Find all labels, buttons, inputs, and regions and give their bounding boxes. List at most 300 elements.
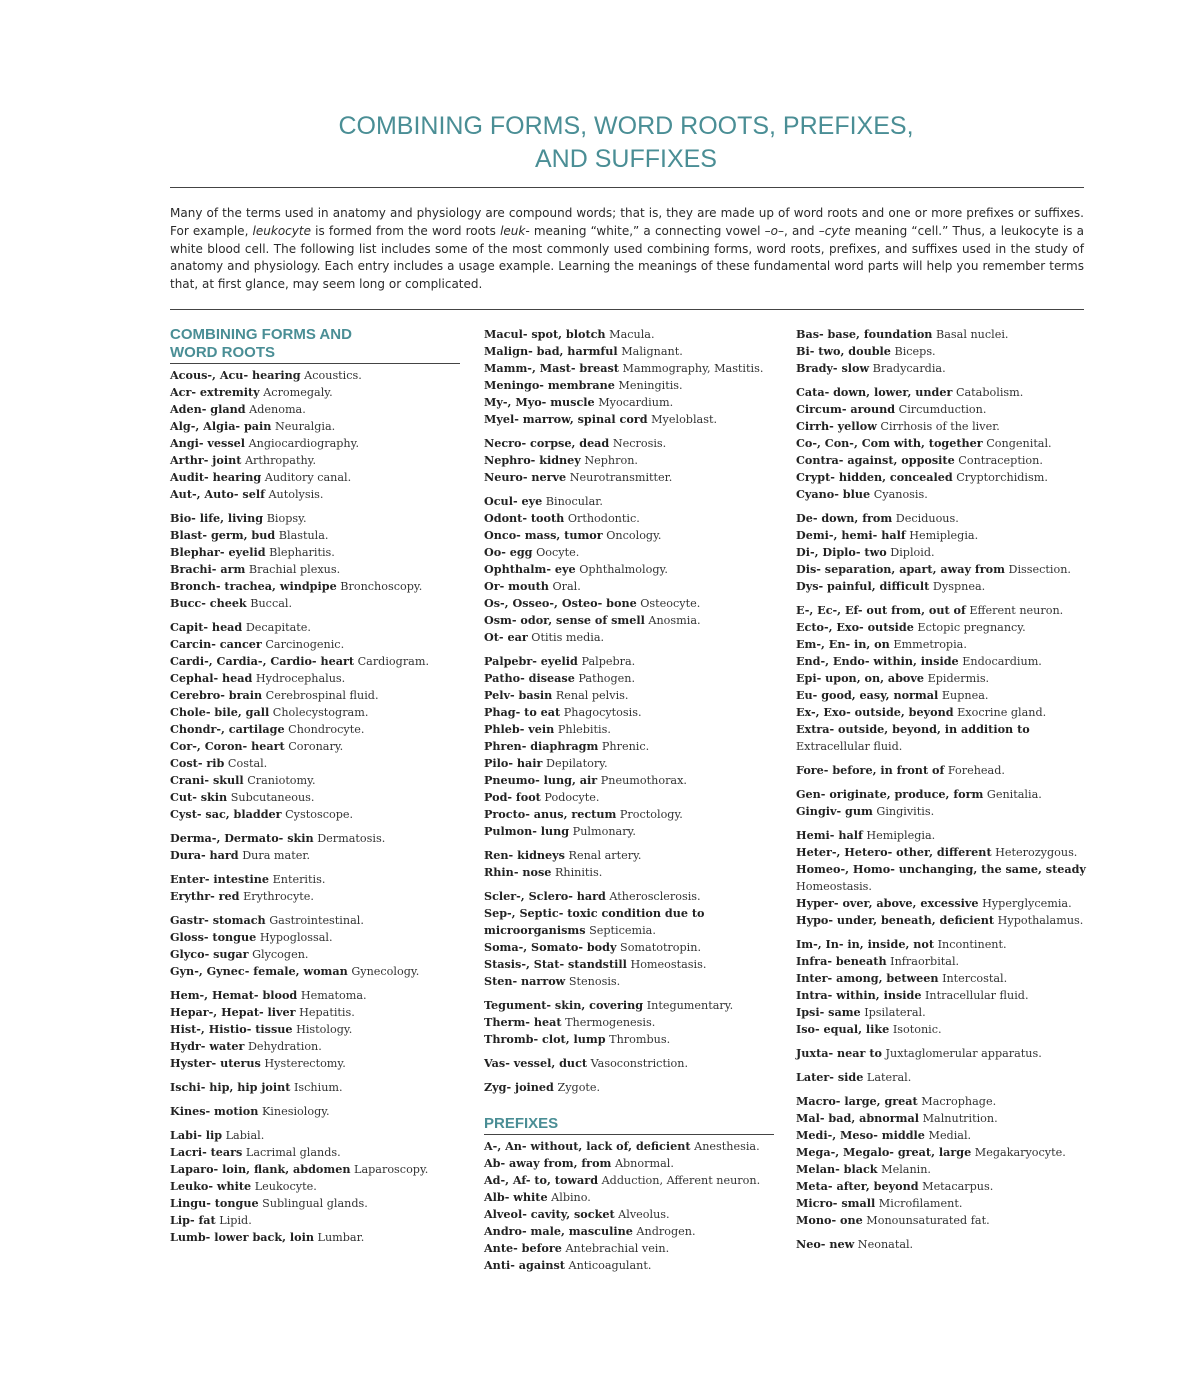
- list-item: [170, 1021, 460, 1038]
- word-part-term: Stasis-, Stat- standstill: [484, 957, 627, 971]
- word-part-term: Ischi- hip, hip joint: [170, 1080, 291, 1094]
- list-item: [170, 1079, 460, 1096]
- usage-example: Dissection.: [1008, 563, 1071, 576]
- list-item: [170, 619, 460, 636]
- word-part-term: Or- mouth: [484, 579, 549, 593]
- list-item: [796, 418, 1086, 435]
- word-part-term: Gastr- stomach: [170, 913, 266, 927]
- list-item: [484, 469, 774, 486]
- entry-group: [484, 326, 774, 428]
- usage-example: Chondrocyte.: [288, 723, 365, 736]
- list-item: [796, 384, 1086, 401]
- list-item: [796, 1212, 1086, 1229]
- list-item: [170, 578, 460, 595]
- usage-example: Phlebitis.: [557, 723, 611, 736]
- word-part-term: Glyco- sugar: [170, 947, 249, 961]
- word-part-term: Ophthalm- eye: [484, 562, 576, 576]
- word-part-term: Arthr- joint: [170, 453, 242, 467]
- usage-example: Oocyte.: [536, 546, 580, 559]
- usage-example: Labial.: [225, 1129, 265, 1142]
- list-item: [170, 755, 460, 772]
- entry-group: [796, 786, 1086, 820]
- list-item: [796, 1093, 1086, 1110]
- usage-example: Phrenic.: [601, 740, 650, 753]
- page-title-line-2: AND SUFFIXES: [535, 145, 717, 173]
- word-part-term: Macro- large, great: [796, 1094, 918, 1108]
- word-part-term: Micro- small: [796, 1196, 876, 1210]
- usage-example: Neonatal.: [857, 1238, 914, 1251]
- word-part-term: Lumb- lower back, loin: [170, 1230, 314, 1244]
- word-part-term: Gloss- tongue: [170, 930, 257, 944]
- list-item: [796, 762, 1086, 779]
- page-title-line-1: COMBINING FORMS, WORD ROOTS, PREFIXES,: [338, 112, 914, 140]
- list-item: [796, 326, 1086, 343]
- usage-example: Coronary.: [288, 740, 344, 753]
- usage-example: Catabolism.: [955, 386, 1024, 399]
- list-item: [796, 486, 1086, 503]
- list-item: [484, 411, 774, 428]
- entry-group: [796, 936, 1086, 1038]
- list-item: [170, 527, 460, 544]
- list-item: [484, 1223, 774, 1240]
- usage-example: Intracellular fluid.: [925, 989, 1029, 1002]
- usage-example: Extracellular fluid.: [796, 740, 903, 753]
- word-part-term: Juxta- near to: [796, 1046, 882, 1060]
- list-item: [796, 653, 1086, 670]
- word-part-term: Os-, Osseo-, Osteo- bone: [484, 596, 637, 610]
- usage-example: Androgen.: [636, 1225, 696, 1238]
- usage-example: Genitalia.: [986, 788, 1042, 801]
- list-item: [796, 670, 1086, 687]
- usage-example: Infraorbital.: [890, 955, 960, 968]
- usage-example: Sublingual glands.: [262, 1197, 368, 1210]
- intro-text-1: Many of the terms used in anatomy and physiology are compound words; that is, they are made up of word roots and one or more prefixes or suffixes. For example,: [170, 206, 1084, 238]
- word-part-term: Phleb- vein: [484, 722, 555, 736]
- word-part-term: Lacri- tears: [170, 1145, 243, 1159]
- list-item: [170, 1144, 460, 1161]
- word-part-term: Cor-, Coron- heart: [170, 739, 285, 753]
- entry-group: [484, 653, 774, 840]
- usage-example: Homeostasis.: [630, 958, 707, 971]
- entry-group: [170, 987, 460, 1072]
- list-item: [170, 595, 460, 612]
- list-item: [484, 1014, 774, 1031]
- list-item: [170, 418, 460, 435]
- usage-example: Melanin.: [881, 1163, 931, 1176]
- word-part-term: Epi- upon, on, above: [796, 671, 925, 685]
- usage-example: Macrophage.: [921, 1095, 997, 1108]
- list-item: [170, 721, 460, 738]
- list-item: [796, 1127, 1086, 1144]
- usage-example: Alveolus.: [618, 1208, 670, 1221]
- word-part-term: Cata- down, lower, under: [796, 385, 953, 399]
- word-part-term: Dys- painful, difficult: [796, 579, 930, 593]
- usage-example: Hyperglycemia.: [982, 897, 1072, 910]
- word-part-term: Enter- intestine: [170, 872, 270, 886]
- entry-group: [796, 1093, 1086, 1229]
- usage-example: Medial.: [928, 1129, 972, 1142]
- word-part-term: Intra- within, inside: [796, 988, 922, 1002]
- list-item: [170, 946, 460, 963]
- usage-example: Intercostal.: [942, 972, 1008, 985]
- intro-term: leukocyte: [252, 223, 311, 238]
- usage-example: Hepatitis.: [299, 1006, 355, 1019]
- list-item: [170, 987, 460, 1004]
- word-part-term: Blephar- eyelid: [170, 545, 266, 559]
- word-part-term: Zyg- joined: [484, 1080, 554, 1094]
- word-part-term: Scler-, Sclero- hard: [484, 889, 606, 903]
- word-part-term: Cyano- blue: [796, 487, 871, 501]
- list-item: [170, 704, 460, 721]
- usage-example: Cerebrospinal fluid.: [265, 689, 379, 702]
- word-part-term: Melan- black: [796, 1162, 878, 1176]
- usage-example: Acoustics.: [304, 369, 362, 382]
- entry-group: [796, 827, 1086, 929]
- usage-example: Anosmia.: [648, 614, 701, 627]
- word-part-term: Infra- beneath: [796, 954, 887, 968]
- list-item: [484, 1155, 774, 1172]
- word-part-term: Bi- two, double: [796, 344, 891, 358]
- list-item: [796, 602, 1086, 619]
- usage-example: Somatotropin.: [620, 941, 702, 954]
- entry-group: [484, 1055, 774, 1072]
- list-item: [484, 1189, 774, 1206]
- usage-example: Heterozygous.: [995, 846, 1078, 859]
- usage-example: Homeostasis.: [796, 880, 872, 893]
- list-item: [484, 721, 774, 738]
- word-part-term: Carcin- cancer: [170, 637, 262, 651]
- list-item: [796, 1004, 1086, 1021]
- list-item: [484, 343, 774, 360]
- usage-example: Podocyte.: [544, 791, 600, 804]
- word-part-term: Hem-, Hemat- blood: [170, 988, 298, 1002]
- combining-forms-heading-line-2: WORD ROOTS: [170, 344, 275, 361]
- list-item: [170, 888, 460, 905]
- entry-group: [170, 830, 460, 864]
- usage-example: Isotonic.: [892, 1023, 942, 1036]
- list-item: [796, 786, 1086, 803]
- usage-example: Rhinitis.: [554, 866, 603, 879]
- entry-group: [170, 367, 460, 503]
- column-3: [796, 326, 1086, 1260]
- usage-example: Zygote.: [557, 1081, 601, 1094]
- list-item: [170, 452, 460, 469]
- usage-example: Gingivitis.: [876, 805, 935, 818]
- list-item: [796, 343, 1086, 360]
- usage-example: Meningitis.: [618, 379, 683, 392]
- list-item: [796, 469, 1086, 486]
- word-part-term: Palpebr- eyelid: [484, 654, 578, 668]
- usage-example: Hypoglossal.: [259, 931, 333, 944]
- usage-example: Cholecystogram.: [272, 706, 369, 719]
- word-part-term: Contra- against, opposite: [796, 453, 955, 467]
- usage-example: Thermogenesis.: [565, 1016, 656, 1029]
- usage-example: Macula.: [609, 328, 655, 341]
- prefix-entries: [484, 1138, 774, 1274]
- usage-example: Anticoagulant.: [568, 1259, 652, 1272]
- word-part-term: Hydr- water: [170, 1039, 245, 1053]
- entry-group: [796, 602, 1086, 755]
- usage-example: Oral.: [552, 580, 581, 593]
- usage-example: Dyspnea.: [932, 580, 986, 593]
- list-item: [796, 452, 1086, 469]
- usage-example: Buccal.: [250, 597, 293, 610]
- usage-example: Hematoma.: [300, 989, 367, 1002]
- list-item: [170, 670, 460, 687]
- word-part-term: Lip- fat: [170, 1213, 216, 1227]
- usage-example: Lateral.: [866, 1071, 912, 1084]
- column-2: [484, 326, 774, 1281]
- list-item: [796, 636, 1086, 653]
- word-part-term: Audit- hearing: [170, 470, 262, 484]
- word-part-term: Pulmon- lung: [484, 824, 570, 838]
- usage-example: Subcutaneous.: [230, 791, 315, 804]
- word-part-term: Sep-, Septic- toxic condition due to microorganisms: [484, 906, 705, 937]
- usage-example: Proctology.: [619, 808, 683, 821]
- list-item: [484, 973, 774, 990]
- list-item: [484, 561, 774, 578]
- list-item: [796, 1021, 1086, 1038]
- usage-example: Bronchoscopy.: [340, 580, 423, 593]
- list-item: [170, 806, 460, 823]
- list-item: [796, 619, 1086, 636]
- usage-example: Adduction, Afferent neuron.: [601, 1174, 761, 1187]
- word-part-term: Ipsi- same: [796, 1005, 861, 1019]
- usage-example: Decapitate.: [245, 621, 311, 634]
- word-part-term: Capit- head: [170, 620, 243, 634]
- usage-example: Neuralgia.: [275, 420, 336, 433]
- combining-forms-heading-line-1: COMBINING FORMS AND: [170, 326, 352, 343]
- list-item: [170, 1212, 460, 1229]
- usage-example: Mammography, Mastitis.: [622, 362, 764, 375]
- word-part-term: Erythr- red: [170, 889, 240, 903]
- usage-example: Cystoscope.: [285, 808, 354, 821]
- usage-example: Renal pelvis.: [555, 689, 629, 702]
- word-part-term: Later- side: [796, 1070, 864, 1084]
- list-item: [796, 561, 1086, 578]
- usage-example: Renal artery.: [568, 849, 642, 862]
- word-part-term: Ab- away from, from: [484, 1156, 612, 1170]
- usage-example: Gynecology.: [351, 965, 420, 978]
- list-item: [484, 789, 774, 806]
- list-item: [484, 704, 774, 721]
- usage-example: Basal nuclei.: [936, 328, 1009, 341]
- usage-example: Enteritis.: [272, 873, 326, 886]
- word-part-term: Leuko- white: [170, 1179, 252, 1193]
- list-item: [796, 360, 1086, 377]
- entry-group: [796, 762, 1086, 779]
- usage-example: Biopsy.: [266, 512, 307, 525]
- usage-example: Pulmonary.: [572, 825, 636, 838]
- word-part-term: Gingiv- gum: [796, 804, 873, 818]
- word-part-term: Aden- gland: [170, 402, 246, 416]
- usage-example: Binocular.: [545, 495, 603, 508]
- usage-example: Vasoconstriction.: [590, 1057, 689, 1070]
- word-part-term: Alveol- cavity, socket: [484, 1207, 615, 1221]
- usage-example: Juxtaglomerular apparatus.: [885, 1047, 1042, 1060]
- list-item: [484, 997, 774, 1014]
- usage-example: Epidermis.: [927, 672, 990, 685]
- list-item: [796, 827, 1086, 844]
- usage-example: Osteocyte.: [640, 597, 701, 610]
- list-item: [484, 956, 774, 973]
- entry-group: [170, 1127, 460, 1246]
- entry-group: [170, 871, 460, 905]
- word-part-term: Ren- kidneys: [484, 848, 565, 862]
- list-item: [170, 1103, 460, 1120]
- word-part-term: Neo- new: [796, 1237, 855, 1251]
- usage-example: Angiocardiography.: [248, 437, 360, 450]
- list-item: [484, 1079, 774, 1096]
- word-part-term: Necro- corpse, dead: [484, 436, 610, 450]
- usage-example: Anesthesia.: [694, 1140, 760, 1153]
- usage-example: Septicemia.: [589, 924, 656, 937]
- usage-example: Depilatory.: [546, 757, 608, 770]
- word-part-term: Cut- skin: [170, 790, 228, 804]
- entry-group: [170, 1079, 460, 1096]
- list-item: [484, 1240, 774, 1257]
- usage-example: Laparoscopy.: [354, 1163, 429, 1176]
- entry-group: [484, 435, 774, 486]
- word-part-term: Macul- spot, blotch: [484, 327, 606, 341]
- list-item: [484, 510, 774, 527]
- usage-example: Otitis media.: [531, 631, 605, 644]
- word-part-term: Chondr-, cartilage: [170, 722, 285, 736]
- list-item: [170, 384, 460, 401]
- list-item: [484, 755, 774, 772]
- list-item: [484, 888, 774, 905]
- word-part-term: Angi- vessel: [170, 436, 246, 450]
- word-part-term: Extra- outside, beyond, in addition to: [796, 722, 1030, 736]
- prefixes-heading: PREFIXES: [484, 1115, 774, 1135]
- list-item: [170, 1004, 460, 1021]
- usage-example: Oncology.: [606, 529, 662, 542]
- list-item: [796, 1110, 1086, 1127]
- usage-example: Diploid.: [890, 546, 935, 559]
- list-item: [170, 963, 460, 980]
- usage-example: Circumduction.: [898, 403, 987, 416]
- entry-group: [484, 847, 774, 881]
- usage-example: Metacarpus.: [922, 1180, 994, 1193]
- list-item: [796, 1195, 1086, 1212]
- usage-example: Atherosclerosis.: [609, 890, 701, 903]
- column-1: [170, 326, 460, 1253]
- usage-example: Hysterectomy.: [264, 1057, 346, 1070]
- list-item: [170, 401, 460, 418]
- word-part-term: Labi- lip: [170, 1128, 223, 1142]
- word-part-term: Brachi- arm: [170, 562, 246, 576]
- list-item: [170, 1161, 460, 1178]
- word-part-term: Ot- ear: [484, 630, 528, 644]
- list-item: [170, 912, 460, 929]
- list-item: [484, 326, 774, 343]
- list-item: [796, 1045, 1086, 1062]
- entry-group: [170, 912, 460, 980]
- word-part-term: Neuro- nerve: [484, 470, 567, 484]
- usage-example: Adenoma.: [249, 403, 306, 416]
- word-part-term: Soma-, Somato- body: [484, 940, 617, 954]
- word-part-term: Hypo- under, beneath, deficient: [796, 913, 995, 927]
- usage-example: Malignant.: [621, 345, 683, 358]
- usage-example: Myeloblast.: [651, 413, 718, 426]
- usage-example: Thrombus.: [609, 1033, 671, 1046]
- intro-text-2: is formed from the word roots: [310, 223, 501, 238]
- list-item: [796, 544, 1086, 561]
- word-part-term: Acous-, Acu- hearing: [170, 368, 301, 382]
- list-item: [170, 1127, 460, 1144]
- list-item: [170, 1229, 460, 1246]
- list-item: [484, 544, 774, 561]
- list-item: [796, 1236, 1086, 1253]
- combining-forms-heading: [170, 326, 460, 364]
- top-divider: [170, 187, 1084, 188]
- word-part-term: Phren- diaphragm: [484, 739, 599, 753]
- entry-group: [796, 1045, 1086, 1062]
- word-part-term: Crypt- hidden, concealed: [796, 470, 953, 484]
- word-part-term: Hist-, Histio- tissue: [170, 1022, 293, 1036]
- list-item: [484, 1031, 774, 1048]
- usage-example: Phagocytosis.: [563, 706, 642, 719]
- word-part-term: Cardi-, Cardia-, Cardio- heart: [170, 654, 355, 668]
- list-item: [796, 912, 1086, 929]
- list-item: [484, 1257, 774, 1274]
- word-part-term: Brady- slow: [796, 361, 870, 375]
- usage-example: Stenosis.: [568, 975, 621, 988]
- usage-example: Forehead.: [947, 764, 1005, 777]
- list-item: [170, 636, 460, 653]
- usage-example: Myocardium.: [598, 396, 674, 409]
- usage-example: Craniotomy.: [247, 774, 316, 787]
- word-part-term: Mono- one: [796, 1213, 863, 1227]
- usage-example: Ectopic pregnancy.: [917, 621, 1026, 634]
- word-part-term: Cerebro- brain: [170, 688, 263, 702]
- list-item: [170, 830, 460, 847]
- list-item: [170, 435, 460, 452]
- list-item: [484, 1138, 774, 1155]
- list-item: [484, 905, 774, 939]
- usage-example: Megakaryocyte.: [974, 1146, 1066, 1159]
- usage-example: Palpebra.: [581, 655, 636, 668]
- list-item: [796, 1069, 1086, 1086]
- list-item: [170, 469, 460, 486]
- word-part-term: Aut-, Auto- self: [170, 487, 265, 501]
- word-part-term: Heter-, Hetero- other, different: [796, 845, 992, 859]
- usage-example: Orthodontic.: [567, 512, 640, 525]
- list-item: [484, 670, 774, 687]
- list-item: [796, 861, 1086, 895]
- word-part-term: Procto- anus, rectum: [484, 807, 617, 821]
- word-part-term: Cephal- head: [170, 671, 253, 685]
- entry-group: [170, 619, 460, 823]
- usage-example: Dura mater.: [242, 849, 311, 862]
- word-part-term: Homeo-, Homo- unchanging, the same, steady: [796, 862, 1086, 876]
- word-part-term: Im-, In- in, inside, not: [796, 937, 935, 951]
- usage-example: Abnormal.: [614, 1157, 674, 1170]
- list-item: [170, 772, 460, 789]
- list-item: [796, 1161, 1086, 1178]
- list-item: [484, 527, 774, 544]
- list-item: [170, 687, 460, 704]
- list-item: [484, 360, 774, 377]
- usage-example: Dehydration.: [247, 1040, 322, 1053]
- usage-example: Autolysis.: [268, 488, 324, 501]
- word-part-term: Ex-, Exo- outside, beyond: [796, 705, 954, 719]
- usage-example: Carcinogenic.: [265, 638, 345, 651]
- usage-example: Lumbar.: [317, 1231, 365, 1244]
- word-part-term: Anti- against: [484, 1258, 565, 1272]
- usage-example: Blastula.: [278, 529, 329, 542]
- word-part-term: Mal- bad, abnormal: [796, 1111, 920, 1125]
